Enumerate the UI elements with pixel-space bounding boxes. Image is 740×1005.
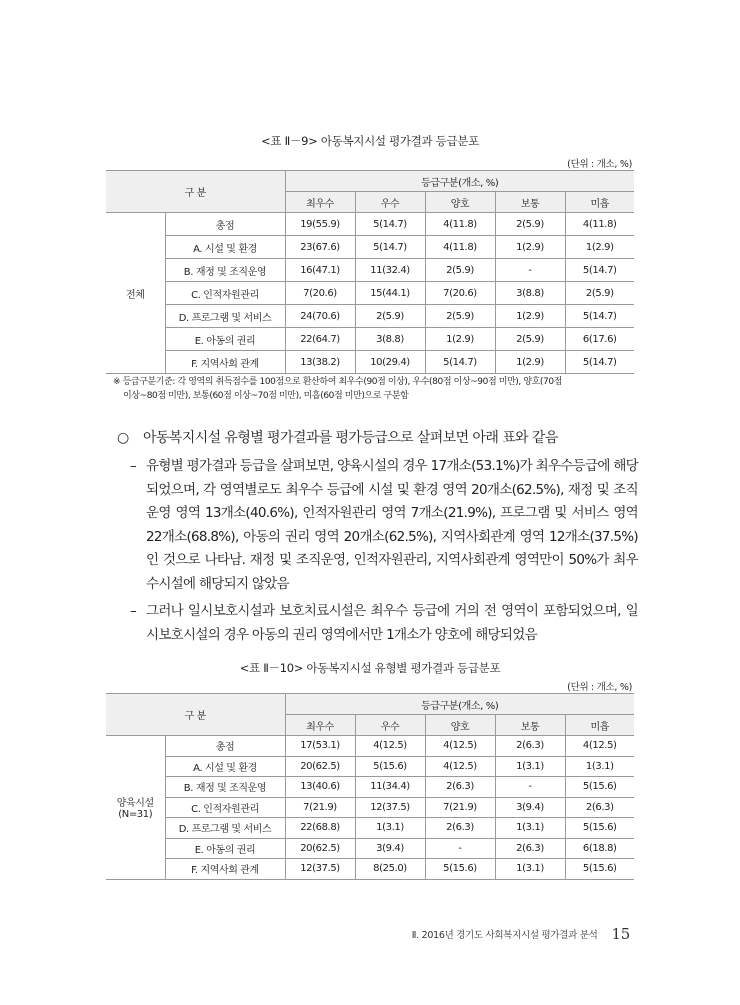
table-cell: 2(5.9) [425, 305, 495, 328]
table2-grade-header: 보통 [495, 715, 565, 736]
row-label: E. 아동의 권리 [165, 328, 285, 351]
table-cell: 1(3.1) [495, 756, 565, 777]
dash-mark: – [130, 603, 137, 619]
table-cell: 5(15.6) [425, 859, 495, 880]
table-row [106, 236, 634, 259]
table-cell: 12(37.5) [285, 859, 355, 880]
table-cell: 5(14.7) [565, 351, 634, 374]
table-cell: - [495, 777, 565, 798]
table1-grade-header: 최우수 [285, 192, 355, 213]
table-cell: 4(12.5) [425, 736, 495, 757]
table-cell: 5(14.7) [355, 236, 425, 259]
row-label: F. 지역사회 관계 [165, 351, 285, 374]
row-label: D. 프로그램 및 서비스 [165, 305, 285, 328]
table-cell: 4(12.5) [565, 736, 634, 757]
table-cell: 5(14.7) [565, 259, 634, 282]
row-label: C. 인적자원관리 [165, 797, 285, 818]
table-cell: 1(3.1) [495, 859, 565, 880]
table-cell: 2(6.3) [495, 838, 565, 859]
row-label: B. 재정 및 조직운영 [165, 259, 285, 282]
dash-paragraph-2 [130, 600, 638, 647]
table-cell: 3(9.4) [355, 838, 425, 859]
table-cell: 3(9.4) [495, 797, 565, 818]
table-cell: 7(20.6) [425, 282, 495, 305]
table-cell: - [495, 259, 565, 282]
table-cell: 13(40.6) [285, 777, 355, 798]
table-cell: 20(62.5) [285, 838, 355, 859]
table-cell: 2(5.9) [355, 305, 425, 328]
table-cell: 16(47.1) [285, 259, 355, 282]
bullet-mark: ○ [117, 430, 129, 446]
table1-grade-header: 미흡 [565, 192, 634, 213]
table-cell: 1(2.9) [495, 236, 565, 259]
table-cell: 2(5.9) [565, 282, 634, 305]
table-row [106, 305, 634, 328]
table-cell: 1(2.9) [495, 351, 565, 374]
table2 [106, 693, 634, 880]
table1-grade-header: 우수 [355, 192, 425, 213]
table1 [106, 170, 634, 374]
table-cell: 11(34.4) [355, 777, 425, 798]
table-cell: 2(6.3) [425, 818, 495, 839]
table-cell: 5(14.7) [425, 351, 495, 374]
table2-grade-header: 양호 [425, 715, 495, 736]
table-row [106, 859, 634, 880]
table2-unit: (단위 : 개소, %) [567, 682, 632, 693]
table2-group-label [106, 736, 165, 880]
table1-caption: <표 Ⅱ－9> 아동복지시설 평가결과 등급분포 [261, 134, 479, 148]
table-row [106, 777, 634, 798]
table-cell: 1(2.9) [565, 236, 634, 259]
table-cell: 6(17.6) [565, 328, 634, 351]
table-cell: 4(12.5) [425, 756, 495, 777]
bullet-paragraph [117, 427, 558, 447]
table-cell: 11(32.4) [355, 259, 425, 282]
table1-group-label [106, 213, 165, 374]
table-cell: 4(12.5) [355, 736, 425, 757]
table-cell: 22(64.7) [285, 328, 355, 351]
table1-grade-header: 보통 [495, 192, 565, 213]
table-cell: 4(11.8) [565, 213, 634, 236]
table-cell: 8(25.0) [355, 859, 425, 880]
table-cell: 6(18.8) [565, 838, 634, 859]
table-cell: 3(8.8) [495, 282, 565, 305]
bullet-text: 아동복지시설 유형별 평가결과를 평가등급으로 살펴보면 아래 표와 같음 [143, 430, 558, 446]
page-number: 15 [611, 925, 630, 943]
table-cell: 1(3.1) [495, 818, 565, 839]
table1-header-grade: 등급구분(개소, %) [285, 171, 634, 192]
table2-header-gubun: 구 분 [106, 694, 285, 736]
table-cell: 1(3.1) [565, 756, 634, 777]
row-label: F. 지역사회 관계 [165, 859, 285, 880]
table1-note-line1: ※ 등급구분기준: 각 영역의 취득점수를 100점으로 환산하여 최우수(90점 이상), 우수(80점 이상~90점 미만), 양호(70점 [113, 377, 562, 387]
table-cell: 19(55.9) [285, 213, 355, 236]
table-row [106, 282, 634, 305]
table-cell: 23(67.6) [285, 236, 355, 259]
table-cell: 2(5.9) [425, 259, 495, 282]
table-row [106, 259, 634, 282]
table-row [106, 351, 634, 374]
table-cell: 7(20.6) [285, 282, 355, 305]
paragraph-1-text: 유형별 평가결과 등급을 살펴보면, 양육시설의 경우 17개소(53.1%)가 최우수등급에 해당되었으며, 각 영역별로도 최우수 등급에 시설 및 환경 영역 20개소(62.5%), 재정 및 조직운영 영역 13개소(40.6%), 인적자원관리 영역 7개소(21.9%), 프로그램 및 서비스 영역 22개소(68.8%), 아동의 권리 영역 20개소(62.5%), 지역사회관계 영역 12개소(37.5%)인 것으로 나타남. 재정 및 조직운영, 인적자원관리, 지역사회관계 영역만이 50%가 최우수시설에 해당되지 않았음 [146, 458, 638, 592]
table-cell: 5(14.7) [565, 305, 634, 328]
row-label: A. 시설 및 환경 [165, 756, 285, 777]
table-cell: 2(6.3) [425, 777, 495, 798]
table2-caption: <표 Ⅱ－10> 아동복지시설 유형별 평가결과 등급분포 [239, 661, 501, 675]
table2-grade-header: 우수 [355, 715, 425, 736]
table-cell: 2(5.9) [495, 328, 565, 351]
paragraph-2-text: 그러나 일시보호시설과 보호치료시설은 최우수 등급에 거의 전 영역이 포함되었으며, 일시보호시설의 경우 아동의 권리 영역에서만 1개소가 양호에 해당되었음 [146, 603, 638, 643]
table-cell: 15(44.1) [355, 282, 425, 305]
table-row [106, 736, 634, 757]
table-cell: 1(2.9) [425, 328, 495, 351]
table-cell: 7(21.9) [425, 797, 495, 818]
group-label-text: 양육시설 [116, 798, 154, 810]
table1-grade-header: 양호 [425, 192, 495, 213]
table-cell: 3(8.8) [355, 328, 425, 351]
table-cell: 22(68.8) [285, 818, 355, 839]
table-cell: 17(53.1) [285, 736, 355, 757]
table-cell: 13(38.2) [285, 351, 355, 374]
table-cell: 5(15.6) [565, 818, 634, 839]
row-label: B. 재정 및 조직운영 [165, 777, 285, 798]
table1-unit: (단위 : 개소, %) [567, 159, 632, 170]
table2-grade-header: 최우수 [285, 715, 355, 736]
table-cell: 5(14.7) [355, 213, 425, 236]
table-cell: 20(62.5) [285, 756, 355, 777]
table-cell: 1(3.1) [355, 818, 425, 839]
table-cell: 4(11.8) [425, 213, 495, 236]
table1-note-line2: 이상~80점 미만), 보통(60점 이상~70점 미만), 미흡(60점 미만)으로 구분함 [123, 391, 409, 401]
footer-text: Ⅱ. 2016년 경기도 사회복지시설 평가결과 분석 [411, 930, 598, 941]
table-cell: 2(6.3) [495, 736, 565, 757]
table-row [106, 328, 634, 351]
table-cell: 5(15.6) [565, 777, 634, 798]
row-label: C. 인적자원관리 [165, 282, 285, 305]
group-label-count: (N=31) [118, 809, 153, 821]
row-label: 총점 [165, 736, 285, 757]
table1-header-gubun: 구 분 [106, 171, 285, 213]
table-cell: 1(2.9) [495, 305, 565, 328]
table-cell: - [425, 838, 495, 859]
table1-note [113, 375, 633, 403]
row-label: D. 프로그램 및 서비스 [165, 818, 285, 839]
table-cell: 24(70.6) [285, 305, 355, 328]
table2-header-grade: 등급구분(개소, %) [285, 694, 634, 715]
table-cell: 10(29.4) [355, 351, 425, 374]
table-cell: 7(21.9) [285, 797, 355, 818]
row-label: A. 시설 및 환경 [165, 236, 285, 259]
table-row [106, 818, 634, 839]
row-label: 총점 [165, 213, 285, 236]
row-label: E. 아동의 권리 [165, 838, 285, 859]
table-row [106, 213, 634, 236]
dash-paragraph-1 [130, 455, 638, 596]
table-row [106, 838, 634, 859]
table-cell: 2(5.9) [495, 213, 565, 236]
table-row [106, 756, 634, 777]
table2-grade-header: 미흡 [565, 715, 634, 736]
group-label-text: 전체 [125, 289, 145, 301]
table-row [106, 797, 634, 818]
table-cell: 5(15.6) [355, 756, 425, 777]
dash-mark: – [130, 458, 137, 474]
table-cell: 12(37.5) [355, 797, 425, 818]
table-cell: 5(15.6) [565, 859, 634, 880]
table-cell: 4(11.8) [425, 236, 495, 259]
table-cell: 2(6.3) [565, 797, 634, 818]
page-footer [412, 925, 630, 943]
